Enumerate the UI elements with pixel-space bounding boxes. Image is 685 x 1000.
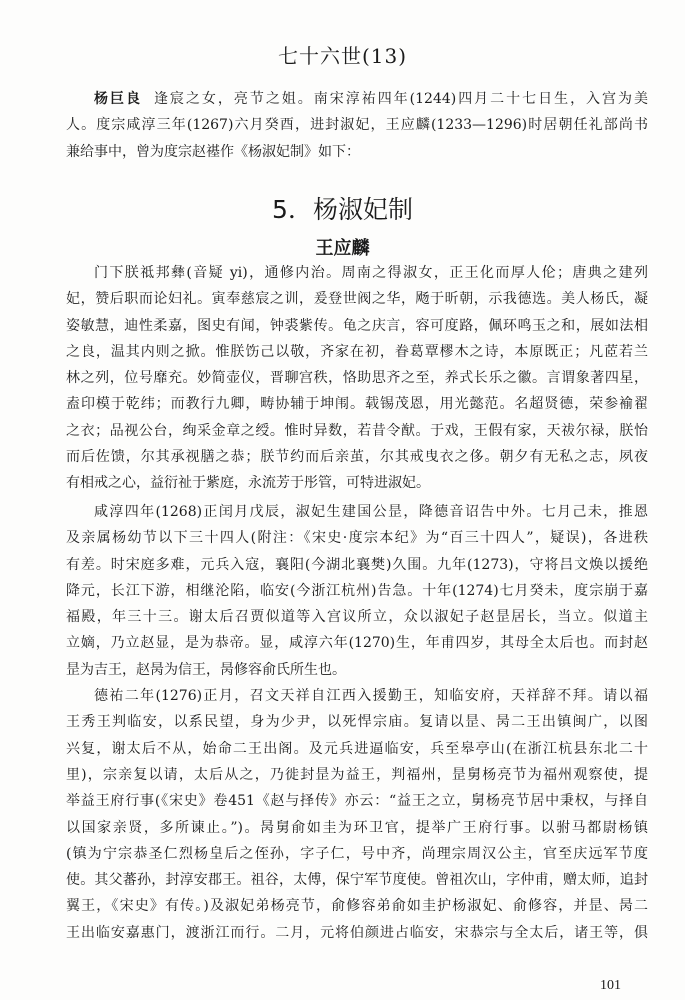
text-line: 人。度宗咸淳三年(1267)六月癸酉，进封淑妃，王应麟(1233—1296)时居朝任礼部尚书 (66, 117, 648, 134)
text-line: 之衣；品视公台，绚采金章之绶。惟时异数，若昔令猷。于戏，王假有家，天祓尔禄，朕怡 (66, 422, 648, 439)
text-line: 盍印模于乾纬；而教行九卿，畴协辅于坤闱。载锡茂恩，用光懿范。名超贤德，荣参褕翟 (66, 396, 648, 413)
text-span: 逢宸之女，亮节之姐。南宋淳祐四年(1244)四月二十七日生，入宫为美 (153, 91, 648, 107)
text-line: 姿敏慧，迪性柔嘉，图史有闻，钟裘紫传。龟之庆言，容可度路，佩环鸣玉之和，展如法相 (66, 317, 648, 334)
text-line: 王秀王判临安，以系民望，身为少尹，以死悍宗庙。复请以昰、昺二王出镇闽广，以图 (66, 714, 648, 731)
intro-paragraph (66, 86, 648, 165)
text-line: 有差。时宋庭多难，元兵入寇，襄阳(今湖北襄樊)久围。九年(1273)，守将吕文焕以援绝 (66, 556, 648, 573)
edict-text (66, 260, 648, 497)
page-number: 101 (600, 978, 621, 993)
text-line: 里)，宗亲复以请，太后从之，乃徙封昰为益王，判福州，昰舅杨亮节为福州观察使，提 (66, 766, 648, 783)
text-line: 立嫡，乃立赵显，是为恭帝。显，咸淳六年(1270)生，年甫四岁，其母全太后也。而封赵 (66, 635, 648, 652)
text-line: 兴复，谢太后不从，始命二王出阁。及元兵进逼临安，兵至皋亭山(在浙江杭县东北二十 (66, 740, 648, 757)
section-heading: 5．杨淑妃制 (272, 195, 413, 224)
text-line: 咸淳四年(1268)正闰月戊辰，淑妃生建国公昰，降德音诏告中外。七月己未，推恩 (94, 504, 648, 520)
text-line: 福殿，年三十三。谢太后召贾似道等入宫议所立，众以淑妃子赵昰居长，当立。似道主 (66, 609, 648, 626)
chapter-title: 七十六世(13) (277, 44, 408, 68)
text-line: (镇为宁宗恭圣仁烈杨皇后之侄孙，字子仁，号中齐，尚理宗周汉公主，官至庆远军节度 (66, 845, 648, 862)
text-line: 兼给事中，曾为度宗赵禥作《杨淑妃制》如下： (66, 143, 360, 160)
text-line: 妃，赞后职而论妇礼。寅奉慈宸之训，爰登世阀之华，飏于昕朝，示我德选。美人杨氏，凝 (66, 291, 648, 308)
narrative-text (66, 499, 648, 946)
text-line: 以国家亲贤，多所谏止。”)。昺舅俞如圭为环卫官，提举广王府行事。以驸马都尉杨镇 (66, 819, 648, 836)
text-line: 门下朕祗邦彝(音疑 yi)，通修内治。周南之得淑女，正王化而厚人伦；唐典之建列 (94, 265, 648, 281)
text-line: 降元，长江下游，相继沦陷，临安(今浙江杭州)告急。十年(1274)七月癸未，度宗崩于嘉 (66, 582, 648, 599)
text-line: 之良，温其内则之掀。惟朕饬己以敬，齐家在初，眷葛覃樛木之诗，本原既正；凡茝若兰 (66, 343, 648, 360)
text-line: 而后佐馈，尔其承视膳之恭；朕节约而后亲茧，尔其戒曳衣之侈。朝夕有无私之志，夙夜 (66, 449, 648, 466)
text-line: 及亲属杨幼节以下三十四人(附注：《宋史·度宗本纪》为“百三十四人”，疑误)，各进秩 (66, 530, 648, 547)
text-line: 举益王府行事(《宋史》卷451《赵与择传》亦云：“益王之立，舅杨亮节居中秉权，与择自 (66, 793, 648, 810)
text-line: 林之列，位号靡充。妙简壶仪，晋聊宫秩，恪助思齐之至，养式长乐之徽。言谓象著四星， (66, 370, 648, 387)
person-name: 杨巨良 (94, 91, 142, 107)
text-line: 翼王，《宋史》有传。)及淑妃弟杨亮节，俞修容弟俞如圭护杨淑妃、俞修容，并昰、昺二 (66, 898, 648, 915)
text-line: 有相戒之心，益衍祉于紫庭，永流芳于彤管，可特进淑妃。 (66, 475, 430, 492)
text-line: 德祐二年(1276)正月，召文天祥自江西入援勤王，知临安府，天祥辞不拜。请以福 (94, 688, 648, 705)
text-line: 昰为吉王，赵昺为信王，昺修容俞氏所生也。 (66, 661, 346, 678)
section-author: 王应麟 (315, 238, 370, 259)
text-line: 使。其父蕃孙，封淳安郡王。祖谷，太傅，保宁军节度使。曾祖次山，字仲甫，赠太师，追封 (66, 872, 648, 889)
text-line: 王出临安嘉惠门，渡浙江而行。二月，元将伯颜进占临安，宋恭宗与全太后，诸王等，俱 (66, 924, 648, 941)
text-line (66, 86, 648, 112)
